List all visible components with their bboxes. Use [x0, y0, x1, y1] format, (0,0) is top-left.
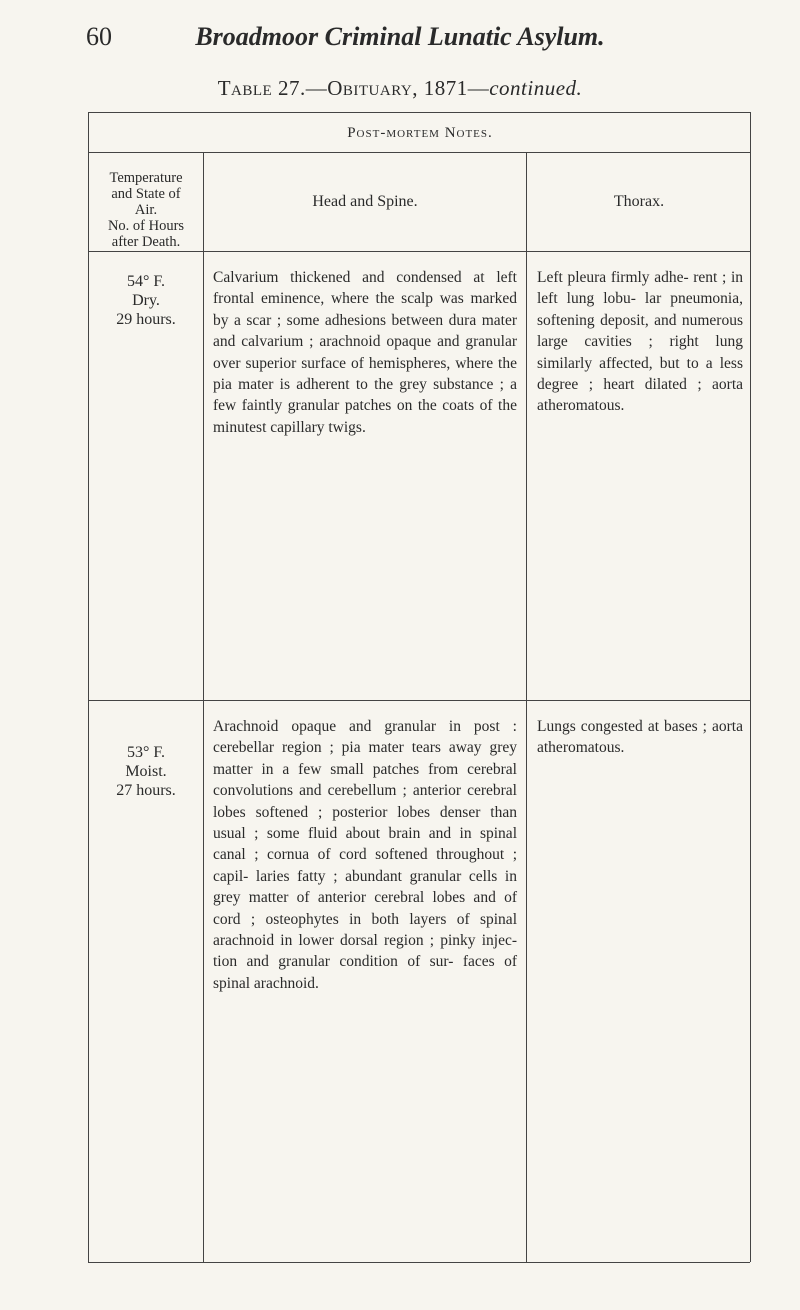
header-line: after Death. [111, 234, 181, 250]
row-2-thorax: Lungs congested at bases ; aorta atheromatous. [537, 718, 743, 757]
rule-col2 [526, 152, 527, 1262]
air-state: Dry. [132, 292, 160, 309]
table-title-main: Table 27.—Obituary, 1871— [217, 76, 490, 100]
rule-row-divider [88, 700, 750, 701]
rule-right [750, 112, 751, 1262]
air-state: Moist. [125, 763, 167, 780]
column-header-conditions [90, 170, 202, 250]
table-title [0, 76, 800, 101]
temperature: 54° F. [126, 273, 165, 290]
rule-under-headers [88, 251, 750, 252]
row-1-thorax: Left pleura firmly adhe- rent ; in left lung lobu- lar pneumonia, softening deposit, and numerous large cavities ; right lung similarly affected, but to a less degree ; heart dilated ; aorta atheromatous. [537, 269, 743, 415]
temperature: 53° F. [126, 744, 165, 761]
header-line: and State of [111, 186, 181, 202]
section-title: Post-mortem Notes. [347, 125, 493, 141]
rule-col1 [203, 152, 204, 1262]
header-line: No. of Hours [107, 218, 185, 234]
row-2-head-spine: Arachnoid opaque and granular in post : cerebellar region ; pia mater tears away grey matter in a few small patches from cerebral convolutions and cerebellum ; anterior cerebral lobes softened ; posterior lobes denser than usual ; some fluid about brain and in spinal canal ; cornua of cord softened throughout ; capil- laries fatty ; abundant granular cells in grey matter of anterior cerebral lobes and of cord ; osteophytes in both layers of spinal arachnoid in lower dorsal region ; pinky injec- tion and granular condition of sur- faces of spinal arachnoid. [213, 718, 517, 992]
table-title-continued: continued. [489, 76, 583, 100]
hours-after-death: 27 hours. [116, 782, 176, 799]
rule-left [88, 112, 89, 1262]
rule-top [88, 112, 750, 113]
hours-after-death: 29 hours. [116, 311, 176, 328]
row-2-conditions [92, 743, 200, 800]
header-line: Air. [134, 202, 158, 218]
column-header-head-spine: Head and Spine. [312, 193, 418, 210]
header-line: Temperature [109, 170, 183, 186]
rule-under-section [88, 152, 750, 153]
rule-bottom [88, 1262, 750, 1263]
row-1-conditions [92, 272, 200, 329]
running-head: Broadmoor Criminal Lunatic Asylum. [195, 22, 605, 51]
page-number: 60 [86, 22, 112, 51]
column-header-thorax: Thorax. [613, 193, 665, 210]
row-1-head-spine: Calvarium thickened and condensed at left frontal eminence, where the scalp was marked by a scar ; some adhesions between dura mater and calvarium ; arachnoid opaque and granular over superior surface of hemispheres, where the pia mater is adherent to the grey substance ; a few faintly granular patches on the coats of the minutest capillary twigs. [213, 269, 517, 436]
